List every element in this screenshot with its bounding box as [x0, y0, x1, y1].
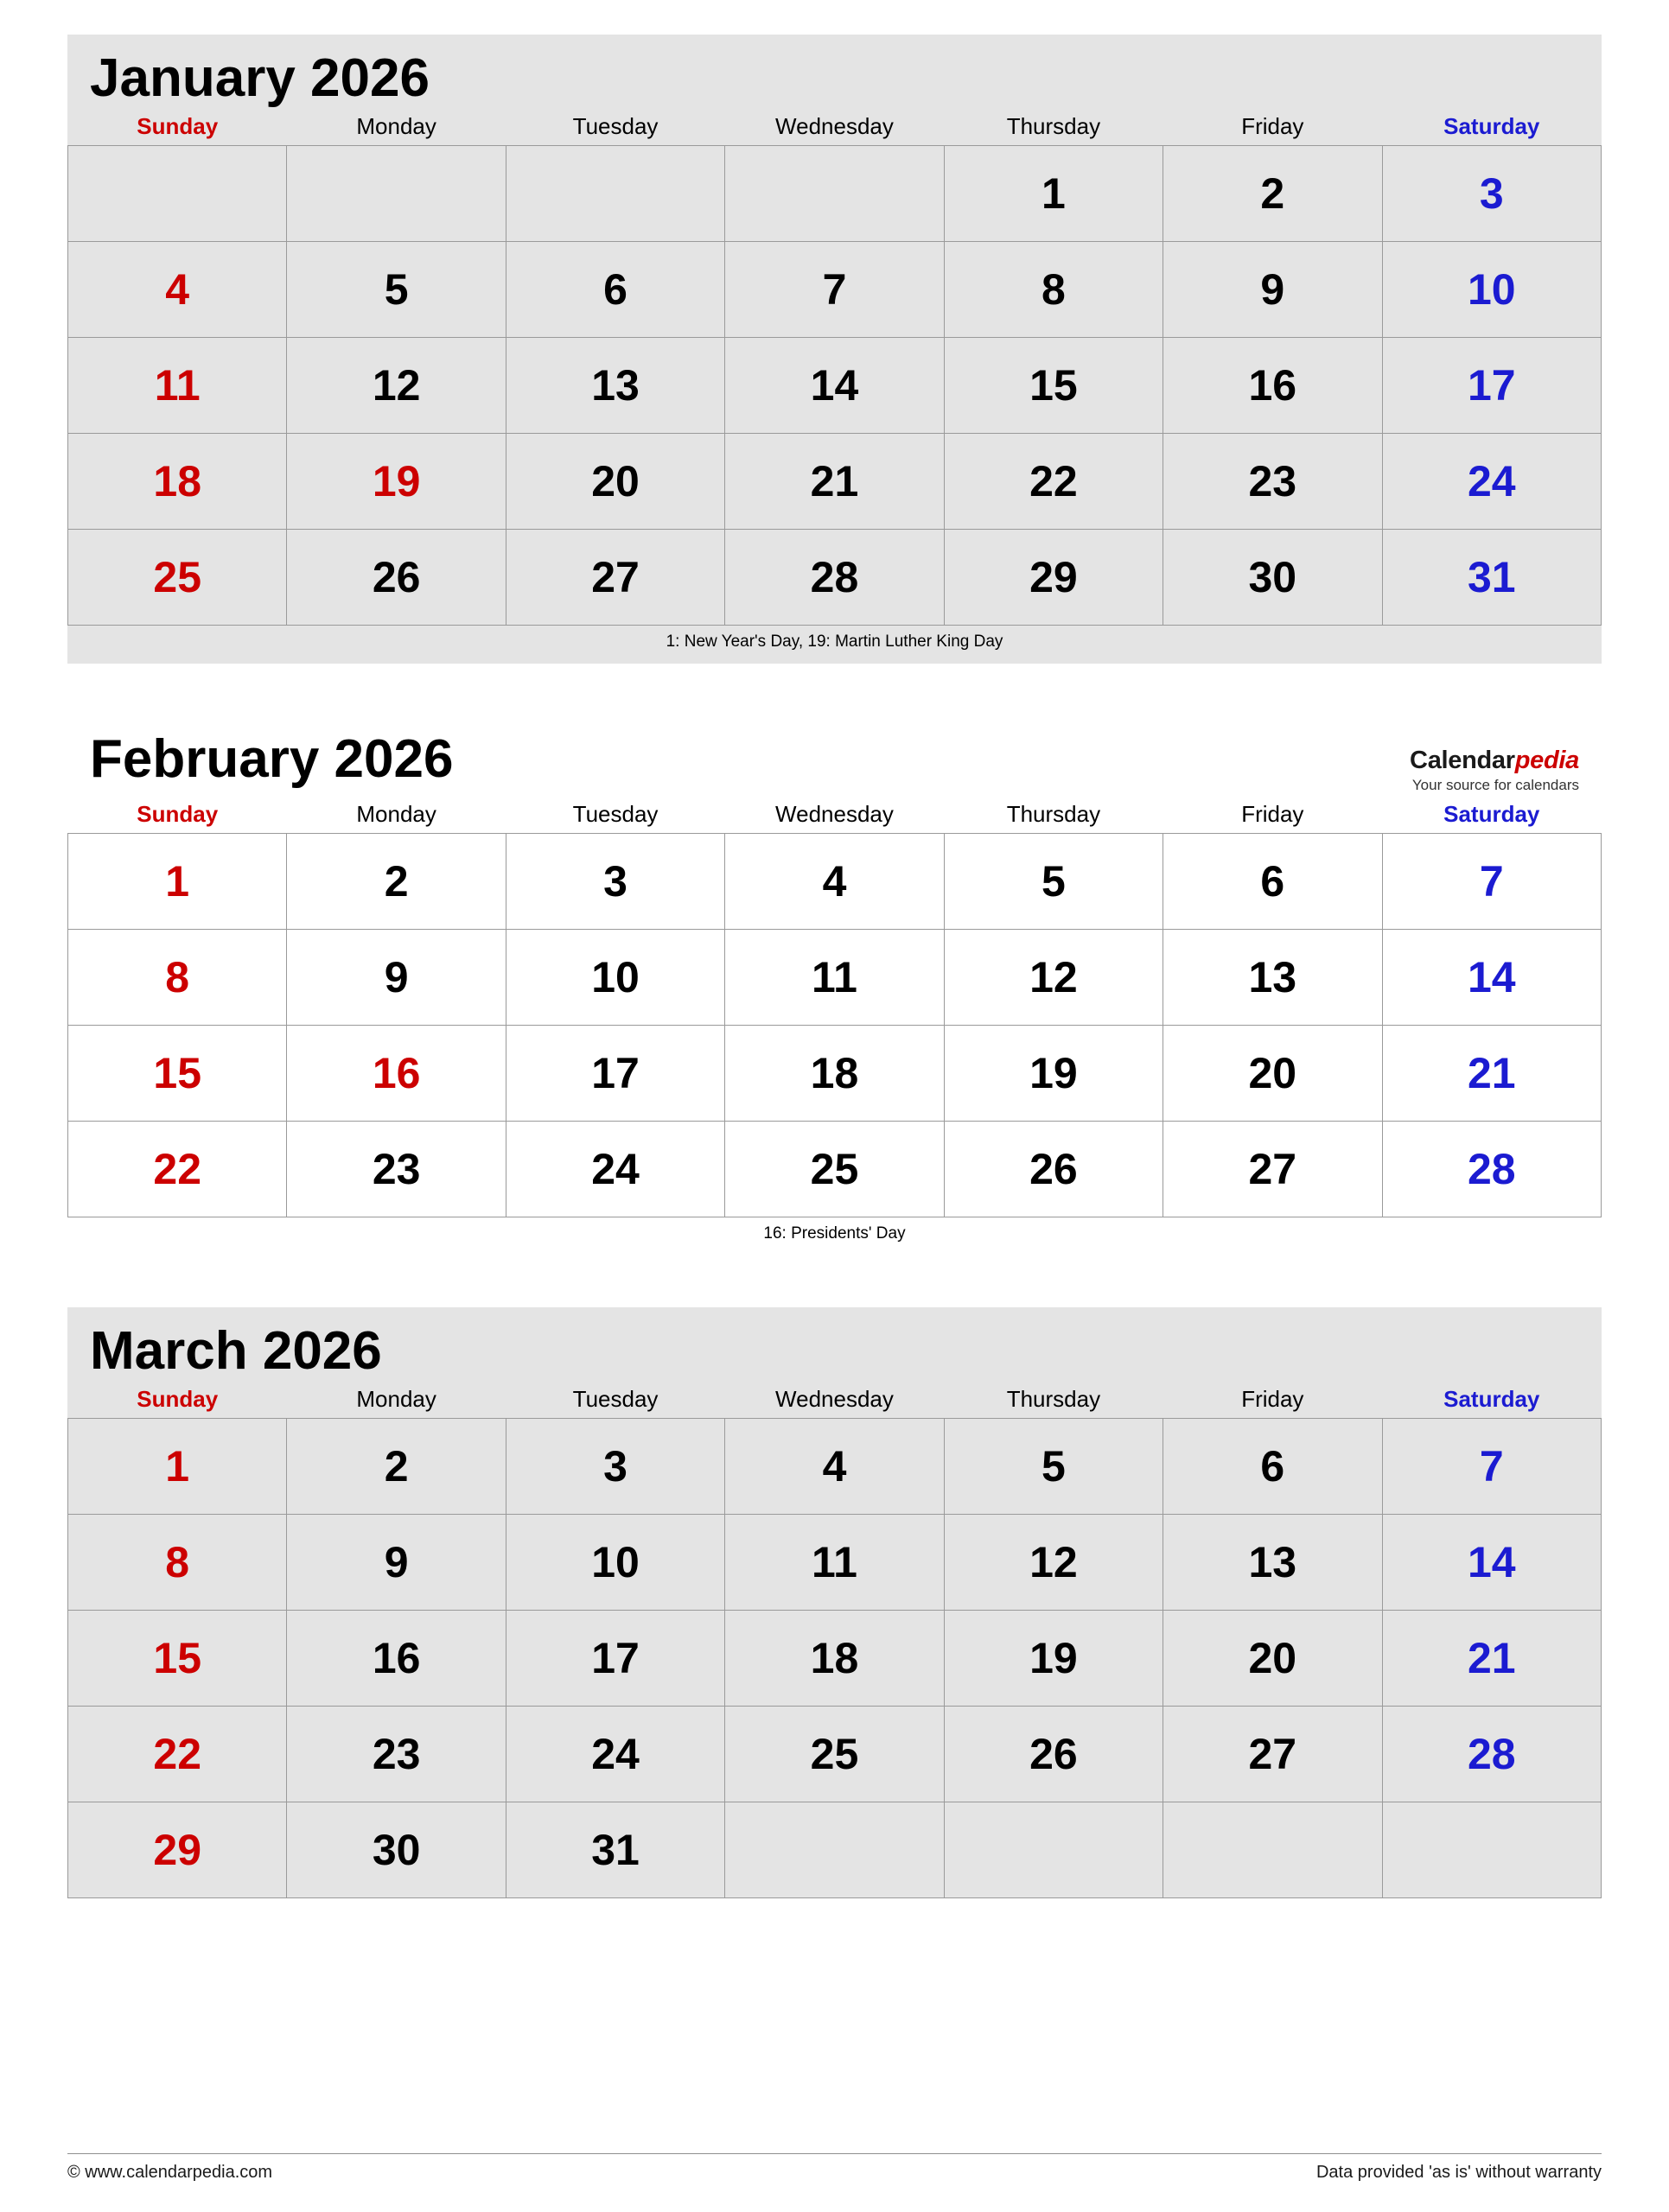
calendar-day-cell[interactable]: 12 [944, 1515, 1163, 1611]
calendar-day-empty [725, 1802, 944, 1898]
weekday-wednesday: Wednesday [775, 801, 894, 828]
calendar-day-cell[interactable]: 12 [944, 930, 1163, 1026]
calendar-day-cell[interactable]: 21 [1382, 1611, 1601, 1707]
calendar-table-march [67, 1384, 1602, 1898]
calendar-day-cell[interactable]: 8 [944, 242, 1163, 338]
calendar-day-cell[interactable]: 28 [1382, 1707, 1601, 1802]
calendar-day-cell[interactable]: 29 [944, 530, 1163, 626]
month-title-january: January 2026 [90, 48, 430, 108]
calendar-day-cell[interactable]: 18 [68, 434, 287, 530]
footer-copyright: © www.calendarpedia.com [67, 2163, 273, 2182]
calendar-day-cell[interactable]: 17 [506, 1026, 724, 1122]
calendar-day-cell[interactable]: 17 [1382, 338, 1601, 434]
weekday-wednesday: Wednesday [775, 113, 894, 140]
calendar-day-cell[interactable]: 6 [1163, 1419, 1382, 1515]
calendar-table-february [67, 799, 1602, 1217]
calendar-day-cell[interactable]: 23 [287, 1707, 506, 1802]
calendar-day-cell[interactable]: 3 [506, 834, 724, 930]
calendar-week-row [68, 1419, 1602, 1515]
calendar-day-cell[interactable]: 4 [725, 834, 944, 930]
calendar-day-empty [1382, 1802, 1601, 1898]
weekday-header-row [68, 111, 1602, 146]
weekday-thursday: Thursday [1006, 113, 1101, 140]
weekday-thursday: Thursday [1006, 801, 1101, 828]
calendar-day-cell[interactable]: 1 [68, 834, 287, 930]
calendar-day-cell[interactable]: 14 [1382, 1515, 1601, 1611]
calendar-day-cell[interactable]: 9 [287, 930, 506, 1026]
calendar-table-january [67, 111, 1602, 626]
calendar-day-cell[interactable]: 21 [725, 434, 944, 530]
calendar-week-row [68, 146, 1602, 242]
calendar-day-cell[interactable]: 25 [68, 530, 287, 626]
spacer-2 [67, 1255, 1602, 1307]
calendar-day-cell[interactable]: 14 [725, 338, 944, 434]
month-title-march: March 2026 [90, 1321, 382, 1382]
weekday-thursday: Thursday [1006, 1386, 1101, 1413]
calendar-week-row [68, 242, 1602, 338]
calendar-day-cell[interactable]: 6 [506, 242, 724, 338]
calendar-day-empty [506, 146, 724, 242]
calendar-day-cell[interactable]: 7 [1382, 1419, 1601, 1515]
weekday-wednesday: Wednesday [775, 1386, 894, 1413]
calendar-day-cell[interactable]: 22 [944, 434, 1163, 530]
calendar-day-cell[interactable]: 7 [1382, 834, 1601, 930]
footer-disclaimer: Data provided 'as is' without warranty [1315, 2163, 1602, 2182]
calendar-day-cell[interactable]: 16 [287, 1026, 506, 1122]
calendar-day-cell[interactable]: 11 [725, 930, 944, 1026]
holiday-note-january: 1: New Year's Day, 19: Martin Luther King Day [666, 632, 1003, 652]
month-block-march [67, 1307, 1602, 1898]
calendar-day-cell[interactable]: 27 [1163, 1707, 1382, 1802]
calendar-day-cell[interactable]: 13 [1163, 930, 1382, 1026]
weekday-tuesday: Tuesday [572, 1386, 659, 1413]
calendar-day-cell[interactable]: 31 [506, 1802, 724, 1898]
month-title-february: February 2026 [90, 729, 454, 790]
weekday-tuesday: Tuesday [572, 113, 659, 140]
page-footer [67, 2153, 1602, 2183]
calendar-day-cell[interactable]: 20 [506, 434, 724, 530]
brand-tagline: Your source for calendars [1411, 777, 1579, 794]
weekday-sunday: Sunday [137, 1386, 219, 1413]
calendar-week-row [68, 1707, 1602, 1802]
calendar-day-cell[interactable]: 18 [725, 1611, 944, 1707]
calendar-day-cell[interactable]: 24 [506, 1122, 724, 1217]
calendar-day-cell[interactable]: 2 [287, 834, 506, 930]
calendar-day-cell[interactable]: 15 [944, 338, 1163, 434]
calendar-day-cell[interactable]: 8 [68, 930, 287, 1026]
calendar-day-cell[interactable]: 24 [506, 1707, 724, 1802]
calendar-day-cell[interactable]: 10 [1382, 242, 1601, 338]
calendar-day-cell[interactable]: 28 [1382, 1122, 1601, 1217]
calendar-day-cell[interactable]: 22 [68, 1707, 287, 1802]
calendar-day-cell[interactable]: 19 [944, 1026, 1163, 1122]
calendar-day-cell[interactable]: 23 [287, 1122, 506, 1217]
brand-name-part2: pedia [1514, 747, 1579, 775]
calendar-day-cell[interactable]: 27 [1163, 1122, 1382, 1217]
calendar-day-cell[interactable]: 21 [1382, 1026, 1601, 1122]
calendar-day-cell[interactable]: 27 [506, 530, 724, 626]
calendar-day-cell[interactable]: 1 [944, 146, 1163, 242]
calendar-day-cell[interactable]: 23 [1163, 434, 1382, 530]
month-block-january [67, 35, 1602, 664]
weekday-friday: Friday [1241, 801, 1304, 828]
calendar-day-empty [68, 146, 287, 242]
weekday-saturday: Saturday [1443, 113, 1540, 140]
calendar-day-cell[interactable]: 31 [1382, 530, 1601, 626]
calendar-day-cell[interactable]: 13 [1163, 1515, 1382, 1611]
calendar-day-cell[interactable]: 13 [506, 338, 724, 434]
calendar-day-cell[interactable]: 19 [944, 1611, 1163, 1707]
calendar-day-cell[interactable]: 26 [287, 530, 506, 626]
calendar-day-cell[interactable]: 16 [287, 1611, 506, 1707]
brand-name-part1: Calendar [1410, 747, 1515, 775]
calendar-day-cell[interactable]: 11 [725, 1515, 944, 1611]
calendar-day-cell[interactable]: 29 [68, 1802, 287, 1898]
calendar-day-cell[interactable]: 24 [1382, 434, 1601, 530]
calendar-day-cell[interactable]: 12 [287, 338, 506, 434]
calendar-week-row [68, 1802, 1602, 1898]
calendar-day-cell[interactable]: 22 [68, 1122, 287, 1217]
calendar-day-cell[interactable]: 28 [725, 530, 944, 626]
calendar-week-row [68, 834, 1602, 930]
calendar-day-cell[interactable]: 20 [1163, 1026, 1382, 1122]
calendar-day-empty [725, 146, 944, 242]
calendar-day-cell[interactable]: 6 [1163, 834, 1382, 930]
calendar-day-cell[interactable]: 2 [287, 1419, 506, 1515]
calendar-day-empty [1163, 1802, 1382, 1898]
weekday-sunday: Sunday [137, 113, 219, 140]
calendar-day-cell[interactable]: 15 [68, 1611, 287, 1707]
weekday-friday: Friday [1241, 113, 1304, 140]
calendar-day-cell[interactable]: 15 [68, 1026, 287, 1122]
calendar-day-cell[interactable]: 5 [287, 242, 506, 338]
calendar-week-row [68, 1026, 1602, 1122]
calendar-week-row [68, 930, 1602, 1026]
weekday-header-row [68, 799, 1602, 834]
calendar-day-empty [944, 1802, 1163, 1898]
calendar-day-cell[interactable]: 5 [944, 1419, 1163, 1515]
calendar-week-row [68, 434, 1602, 530]
calendar-day-cell[interactable]: 9 [1163, 242, 1382, 338]
weekday-monday: Monday [356, 801, 436, 828]
month-header-march [67, 1307, 1602, 1384]
calendar-week-row [68, 1122, 1602, 1217]
weekday-friday: Friday [1241, 1386, 1304, 1413]
weekday-saturday: Saturday [1443, 1386, 1540, 1413]
calendar-day-cell[interactable]: 20 [1163, 1611, 1382, 1707]
spacer-1 [67, 664, 1602, 715]
calendar-day-cell[interactable]: 4 [725, 1419, 944, 1515]
calendar-day-cell[interactable]: 10 [506, 930, 724, 1026]
month-header-january [67, 35, 1602, 111]
calendar-day-cell[interactable]: 25 [725, 1707, 944, 1802]
weekday-monday: Monday [356, 113, 436, 140]
calendar-day-cell[interactable]: 14 [1382, 930, 1601, 1026]
weekday-sunday: Sunday [137, 801, 219, 828]
calendar-day-cell[interactable]: 10 [506, 1515, 724, 1611]
calendar-day-cell[interactable]: 30 [1163, 530, 1382, 626]
calendar-day-cell[interactable]: 17 [506, 1611, 724, 1707]
weekday-saturday: Saturday [1443, 801, 1540, 828]
calendar-body-march [68, 1419, 1602, 1898]
calendar-day-cell[interactable]: 11 [68, 338, 287, 434]
calendar-week-row [68, 338, 1602, 434]
calendar-day-cell[interactable]: 4 [68, 242, 287, 338]
calendar-day-cell[interactable]: 26 [944, 1122, 1163, 1217]
calendar-day-cell[interactable]: 7 [725, 242, 944, 338]
calendar-day-cell[interactable]: 5 [944, 834, 1163, 930]
calendar-day-cell[interactable]: 16 [1163, 338, 1382, 434]
weekday-monday: Monday [356, 1386, 436, 1413]
calendar-day-cell[interactable]: 8 [68, 1515, 287, 1611]
month-header-february [67, 715, 1602, 799]
calendar-day-cell[interactable]: 3 [506, 1419, 724, 1515]
calendar-day-cell[interactable]: 18 [725, 1026, 944, 1122]
calendar-body-january [68, 146, 1602, 626]
calendarpedia-logo [1410, 731, 1579, 794]
calendar-week-row [68, 530, 1602, 626]
calendar-day-empty [287, 146, 506, 242]
calendar-day-cell[interactable]: 19 [287, 434, 506, 530]
calendar-day-cell[interactable]: 9 [287, 1515, 506, 1611]
calendar-body-february [68, 834, 1602, 1217]
calendar-day-cell[interactable]: 3 [1382, 146, 1601, 242]
month-block-february [67, 715, 1602, 1255]
weekday-tuesday: Tuesday [572, 801, 659, 828]
calendar-day-cell[interactable]: 25 [725, 1122, 944, 1217]
holiday-note-february: 16: Presidents' Day [763, 1224, 906, 1243]
calendar-week-row [68, 1611, 1602, 1707]
calendar-day-cell[interactable]: 26 [944, 1707, 1163, 1802]
calendar-day-cell[interactable]: 1 [68, 1419, 287, 1515]
calendar-week-row [68, 1515, 1602, 1611]
calendar-day-cell[interactable]: 30 [287, 1802, 506, 1898]
brand-name [1410, 747, 1579, 775]
weekday-header-row [68, 1384, 1602, 1419]
calendar-day-cell[interactable]: 2 [1163, 146, 1382, 242]
